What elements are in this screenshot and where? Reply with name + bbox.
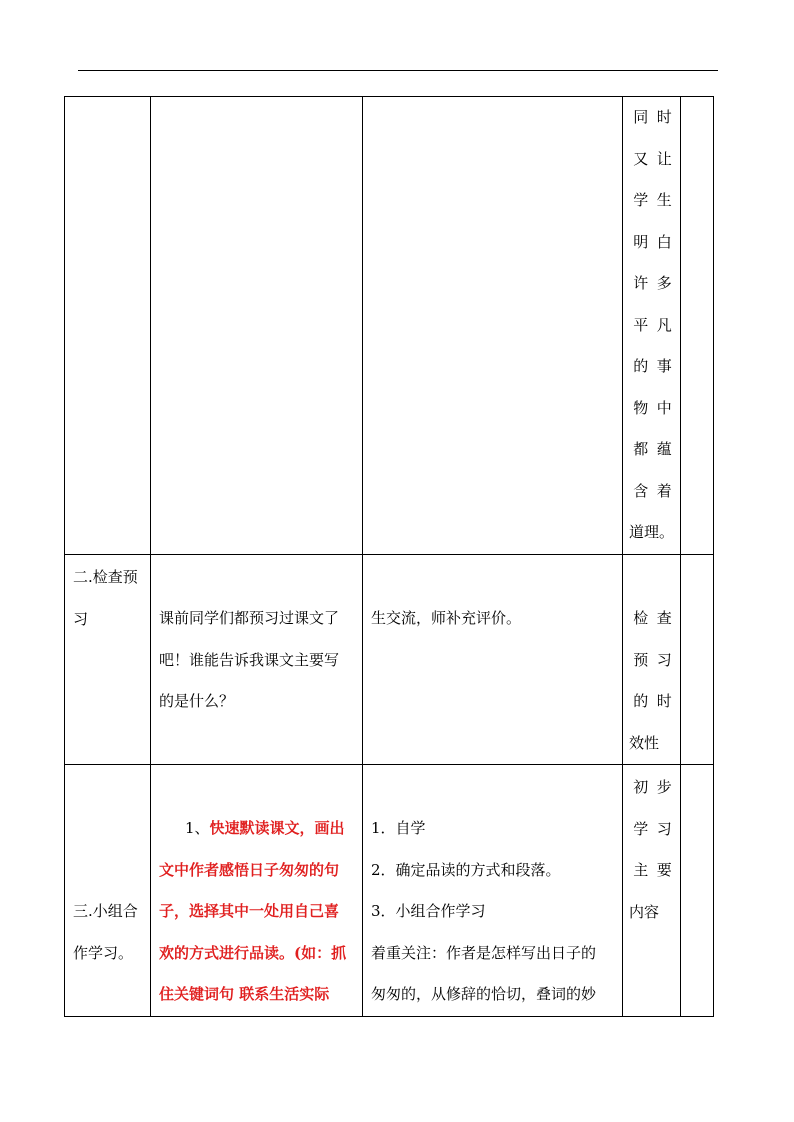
intent-pair: 同 时 [633,108,672,126]
student-line: 2．确定品读的方式和段落。 [371,860,561,879]
row1-student-cell [363,97,623,555]
row1-intent-cell [623,97,681,555]
header-rule [78,70,718,71]
intent-pair: 含 着 [633,481,672,500]
teacher-line: 课前同学们都预习过课文了 [159,609,340,627]
task-line: 住关键词句 联系生活实际 [159,985,330,1003]
student-line: 着重关注：作者是怎样写出日子的 [371,943,597,962]
row3-note-cell [681,765,714,1017]
row2-step-cell [65,555,151,765]
teacher-line: 吧！谁能告诉我课文主要写 [159,650,340,669]
intent-pair: 初 步 [633,778,672,796]
intent-pair: 物 中 [633,398,672,417]
intent-pair: 许 多 [633,274,672,292]
intent-last-line: 道理。 [629,523,675,541]
task-line: 文中作者感悟日子匆匆的句 [159,860,340,879]
table-row [65,97,714,555]
intent-pair: 又 让 [633,149,672,168]
lesson-plan-table [64,96,714,1017]
row2-note-cell [681,555,714,765]
intent-pair: 检 查 [633,609,672,627]
task-line: 欢的方式进行品读。(如：抓 [159,943,347,962]
intent-pair: 都 蕴 [633,440,672,458]
intent-last-line: 内容 [629,902,660,921]
step-title-line: 作学习。 [73,943,134,962]
task-first-line [159,808,358,850]
row2-intent-cell [623,555,681,765]
intent-pair: 平 凡 [633,315,672,334]
row3-teacher-cell [151,765,363,1017]
row3-student-cell [363,765,623,1017]
row1-step-cell [65,97,151,555]
row2-teacher-cell [151,555,363,765]
teacher-line: 的是什么？ [159,692,235,710]
task-line: 子，选择其中一处用自己喜 [159,902,340,920]
step-title-line: 三.小组合 [73,902,138,920]
row3-intent-cell [623,765,681,1017]
task-number: 1、 [185,819,210,837]
student-line: 3．小组合作学习 [371,902,486,920]
intent-pair: 主 要 [633,861,672,879]
row2-student-cell [363,555,623,765]
step-title-line: 习 [73,609,89,628]
student-line: 生交流，师补充评价。 [371,609,522,627]
table-row [65,555,714,765]
row1-note-cell [681,97,714,555]
student-line: 1．自学 [371,819,426,837]
intent-pair: 预 习 [633,650,672,669]
intent-pair: 学 习 [633,819,672,838]
row3-step-cell [65,765,151,1017]
intent-pair: 的 时 [633,692,672,710]
row1-teacher-cell [151,97,363,555]
step-title-line: 二.检查预 [73,568,138,586]
intent-pair: 学 生 [633,191,672,209]
intent-last-line: 效性 [629,733,660,752]
student-line: 匆匆的，从修辞的恰切，叠词的妙 [371,985,597,1003]
intent-pair: 的 事 [633,357,672,375]
intent-pair: 明 白 [633,232,672,251]
task-text: 快速默读课文，画出 [209,819,345,837]
table-row [65,765,714,1017]
